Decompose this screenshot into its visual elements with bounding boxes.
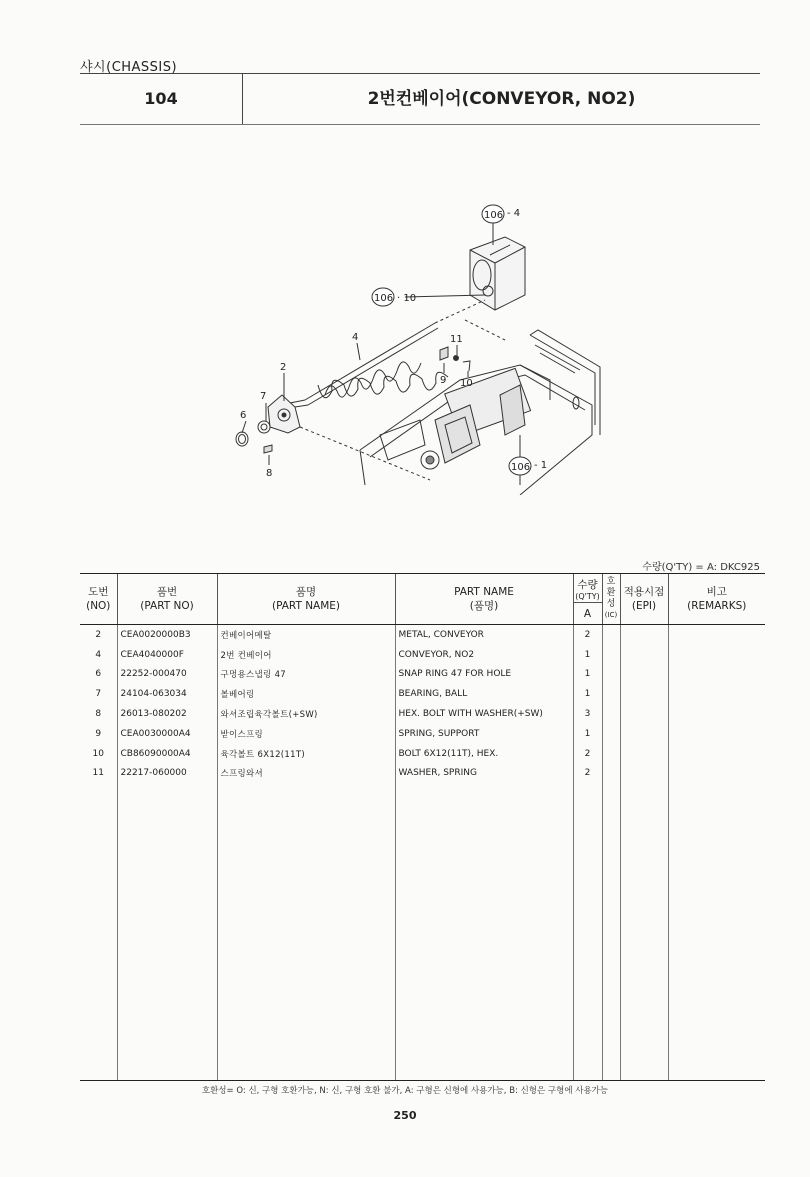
label-4: 4: [352, 332, 359, 343]
col-partno-header: 품번 (PART NO): [117, 574, 217, 625]
table-row: 8 26013-080202 와셔조립육각볼트(+SW) HEX. BOLT WITH WASHER(+SW) 3: [80, 704, 765, 724]
label-10: 10: [460, 378, 473, 389]
table-row: 11 22217-060000 스프링와셔 WASHER, SPRING 2: [80, 764, 765, 784]
col-no-header: 도번 (NO): [80, 574, 117, 625]
table-row: 6 22252-000470 구멍용스냅링 47 SNAP RING 47 FOR HOLE 1: [80, 665, 765, 685]
col-partname-en-header: PART NAME (품명): [395, 574, 573, 625]
callout-106-4-suffix: - 4: [507, 208, 521, 219]
label-8: 8: [266, 468, 273, 479]
table-row: 10 CB86090000A4 육각볼트 6X12(11T) BOLT 6X12(11T), HEX. 2: [80, 744, 765, 764]
col-partname-kr-header: 품명 (PART NAME): [217, 574, 395, 625]
label-9: 9: [440, 375, 447, 386]
callout-106-1-label: 106: [511, 462, 531, 473]
callout-106-1-suffix: - 1: [534, 460, 548, 471]
callout-106-10-label: 106: [374, 293, 394, 304]
drive-housing-drawing: [470, 237, 525, 310]
table-row: 2 CEA0020000B3 컨베이어메탈 METAL, CONVEYOR 2: [80, 625, 765, 645]
label-6: 6: [240, 410, 247, 421]
callout-106-4-label: 106: [484, 210, 504, 221]
compatibility-footnote: 호환성= O: 신, 구형 호환가능, N: 신, 구형 호환 불가, A: 구형은 신형에 사용가능, B: 신형은 구형에 사용가능: [201, 1086, 609, 1096]
page-number: 250: [393, 1109, 417, 1122]
bolt-drawing: [264, 445, 272, 453]
col-remarks-header: 비고 (REMARKS): [668, 574, 765, 625]
col-qty-header: 수량 (Q'TY) A: [573, 574, 602, 625]
spring-support-drawing: [440, 347, 448, 360]
parts-table: [80, 573, 765, 1081]
bearing-drawing: [258, 421, 270, 433]
section-title: 샤시(CHASSIS): [80, 60, 178, 75]
table-empty-area: [80, 783, 765, 1081]
chassis-frame-drawing: [360, 330, 600, 495]
quantity-note: 수량(Q'TY) = A: DKC925: [642, 562, 760, 573]
figure-number: 104: [80, 74, 243, 124]
table-row: 7 24104-063034 볼베어링 BEARING, BALL 1: [80, 684, 765, 704]
label-7: 7: [260, 391, 267, 402]
col-ic-header: 호환성 (IC): [602, 574, 620, 625]
label-2: 2: [280, 362, 287, 373]
figure-title: 2번컨베이어(CONVEYOR, NO2): [367, 89, 636, 109]
exploded-parts-diagram: [220, 195, 610, 495]
table-header-row: [80, 574, 765, 625]
table-row: 4 CEA4040000F 2번 컨베이어 CONVEYOR, NO2 1: [80, 645, 765, 665]
label-11: 11: [450, 334, 463, 345]
callout-106-10-suffix: · 10: [397, 293, 417, 304]
col-epi-header: 적용시점 (EPI): [620, 574, 668, 625]
screw-conveyor-drawing: [280, 323, 448, 409]
page-header: [80, 73, 760, 125]
table-row: 9 CEA0030000A4 받이스프링 SPRING, SUPPORT 1: [80, 724, 765, 744]
